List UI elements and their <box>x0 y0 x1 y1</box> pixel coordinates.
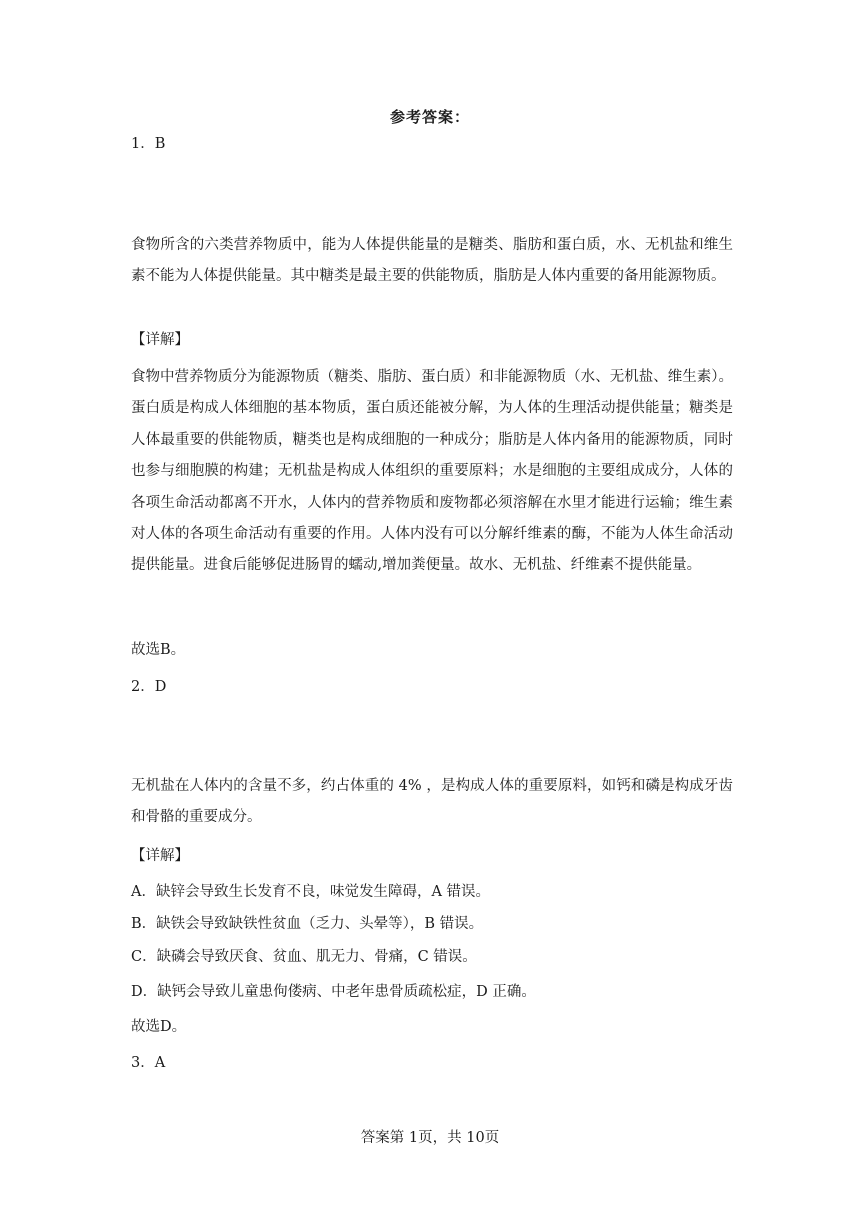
answer-2-intro: 无机盐在人体内的含量不多，约占体重的 4% ，是构成人体的重要原料，如钙和磷是构成牙齿和骨骼的重要成分。 <box>131 778 733 826</box>
answer-2-number: 2．D <box>131 679 167 695</box>
answer-2-conclusion: 故选D。 <box>131 1019 187 1035</box>
answer-2-detail-label: 【详解】 <box>131 848 189 864</box>
answer-3-number: 3．A <box>131 1055 166 1071</box>
answer-1-intro: 食物所含的六类营养物质中，能为人体提供能量的是糖类、脂肪和蛋白质，水、无机盐和维生素不能为人体提供能量。其中糖类是最主要的供能物质，脂肪是人体内重要的备用能源物质。 <box>131 237 733 285</box>
page-footer: 答案第 1页，共 10页 <box>360 1130 500 1146</box>
answer-2-option-a: A．缺锌会导致生长发育不良，味觉发生障碍，A 错误。 <box>131 884 491 900</box>
answer-1-detail: 食物中营养物质分为能源物质（糖类、脂肪、蛋白质）和非能源物质（水、无机盐、维生素）。蛋白质是构成人体细胞的基本物质，蛋白质还能被分解，为人体的生理活动提供能量；糖类是人体最重要的供能物质，糖类也是构成细胞的一种成分；脂肪是人体内备用的能源物质，同时也参与细胞膜的构建；无机盐是构成人体组织的重要原料；水是细胞的主要组成成分，人体的各项生命活动都离不开水，人体内的营养物质和废物都必须溶解在水里才能进行运输；维生素对人体的各项生命活动有重要的作用。人体内没有可以分解纤维素的酶，不能为人体生命活动提供能量。进食后能够促进肠胃的蠕动,增加粪便量。故水、无机盐、纤维素不提供能量。 <box>131 369 733 574</box>
answer-2-option-b: B．缺铁会导致缺铁性贫血（乏力、头晕等），B 错误。 <box>131 916 484 932</box>
answer-2-option-c: C．缺磷会导致厌食、贫血、肌无力、骨痛，C 错误。 <box>131 949 477 965</box>
page-title: 参考答案： <box>389 108 470 126</box>
answer-1-detail-label: 【详解】 <box>131 332 189 348</box>
answer-1-conclusion: 故选B。 <box>131 642 186 658</box>
answer-2-option-d: D．缺钙会导致儿童患佝偻病、中老年患骨质疏松症，D 正确。 <box>131 984 536 1000</box>
answer-1-number: 1．B <box>131 136 166 152</box>
